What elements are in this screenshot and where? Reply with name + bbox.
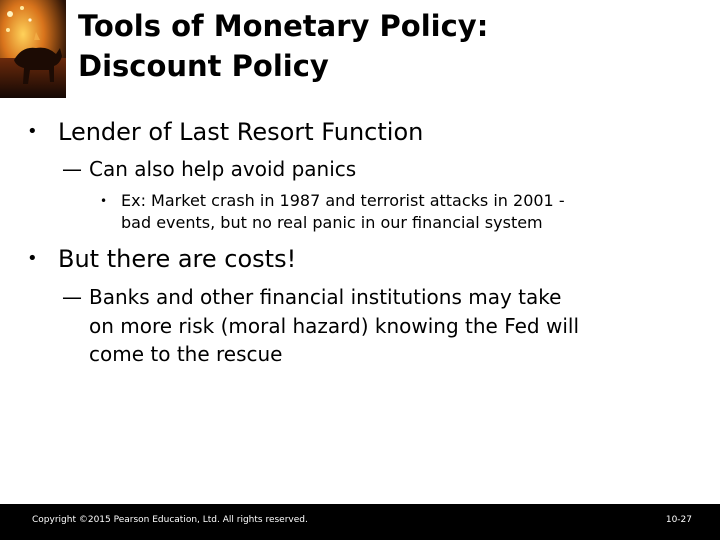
dash-icon: — <box>62 285 82 309</box>
page-title-line-1: Tools of Monetary Policy: <box>78 9 489 43</box>
bullet-text: Lender of Last Resort Function <box>58 118 424 146</box>
sub-bullet-text-line-2: on more risk (moral hazard) knowing the Fed will <box>89 314 580 338</box>
bullet-dot-icon: • <box>27 248 38 269</box>
footer-bar <box>0 504 720 540</box>
sub-sub-bullet-text-line-2: bad events, but no real panic in our financial system <box>121 213 543 232</box>
sub-bullet-text-line-1: Banks and other financial institutions may take <box>89 285 562 309</box>
copyright-text: Copyright ©2015 Pearson Education, Ltd. All rights reserved. <box>32 515 308 525</box>
sub-bullet-text-line-3: come to the rescue <box>89 342 283 366</box>
bull-statue-logo-icon <box>0 0 66 98</box>
dash-icon: — <box>62 157 82 181</box>
sub-sub-bullet-text-line-1: Ex: Market crash in 1987 and terrorist attacks in 2001 - <box>121 191 565 210</box>
bullet-dot-icon: • <box>100 194 108 208</box>
bullet-dot-icon: • <box>27 121 38 142</box>
slide-number: 10-27 <box>665 515 692 525</box>
sub-bullet-text: Can also help avoid panics <box>89 157 357 181</box>
page-title-line-2: Discount Policy <box>78 49 329 83</box>
bullet-text: But there are costs! <box>58 245 297 273</box>
